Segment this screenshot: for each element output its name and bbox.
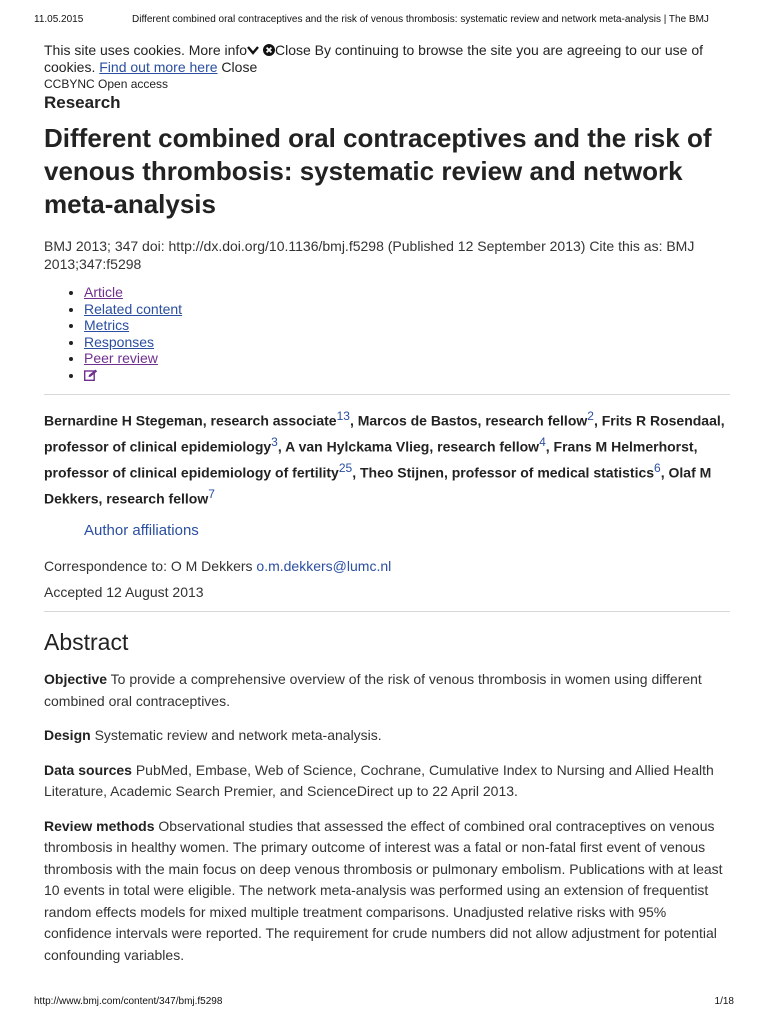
edit-icon[interactable]	[84, 368, 98, 380]
article-tabs	[44, 284, 730, 384]
section-label: Research	[44, 93, 121, 112]
abstract-review-methods-label: Review methods	[44, 817, 155, 834]
cookie-text: This site uses cookies. More info	[44, 42, 248, 58]
accepted-date: Accepted 12 August 2013	[44, 584, 204, 601]
abstract-objective	[44, 669, 730, 712]
tab-related-item	[84, 301, 730, 318]
affiliation-ref[interactable]: 7	[208, 487, 215, 502]
tab-related-content[interactable]: Related content	[84, 300, 183, 317]
affiliation-ref[interactable]: 13	[336, 408, 350, 423]
author-affiliations	[44, 522, 730, 539]
author-name: Olaf M Dekkers, research fellow	[44, 464, 712, 507]
divider	[44, 394, 730, 395]
citation: BMJ 2013; 347 doi: http://dx.doi.org/10.1136/bmj.f5298 (Published 12 September 2013) Cite this as: BMJ 2013;347:f5298	[44, 238, 695, 272]
correspondence	[44, 557, 730, 575]
cookie-close-button[interactable]: Close	[274, 42, 311, 58]
tab-article[interactable]: Article	[84, 284, 123, 300]
print-page-number: 1/18	[714, 996, 734, 1007]
author-list	[44, 406, 730, 511]
close-circle-icon[interactable]	[263, 43, 275, 58]
affiliation-ref[interactable]: 4	[539, 434, 546, 449]
author-affiliations-link[interactable]: Author affiliations	[84, 522, 199, 540]
abstract-design-label: Design	[44, 727, 91, 744]
tab-edit-item	[84, 367, 730, 384]
divider	[44, 611, 730, 612]
license-label: CCBYNC Open access	[44, 77, 169, 91]
cookie-banner	[44, 42, 730, 76]
abstract-objective-text: To provide a comprehensive overview of the risk of venous thrombosis in women using different combined oral contraceptives.	[44, 671, 702, 709]
tab-metrics[interactable]: Metrics	[84, 317, 130, 334]
author-name: Bernardine H Stegeman, research associate	[44, 412, 337, 429]
author-name: Theo Stijnen, professor of medical statistics	[359, 464, 655, 481]
tab-metrics-item	[84, 317, 730, 334]
tab-responses[interactable]: Responses	[84, 333, 155, 350]
author-name: Frans M Helmerhorst, professor of clinical epidemiology of fertility	[44, 438, 698, 481]
author-separator: ,	[545, 438, 554, 455]
abstract-design-text: Systematic review and network meta-analysis.	[90, 727, 382, 744]
correspondence-email-link[interactable]: o.m.dekkers@lumc.nl	[256, 558, 392, 575]
find-out-more-link[interactable]: Find out more here	[99, 59, 218, 75]
abstract-review-methods-text: Observational studies that assessed the effect of combined oral contraceptives on venous thrombosis in healthy women. The primary outcome of interest was a fatal or non-fatal first event of venous thrombosis with the main focus on deep venous thrombosis or pulmonary embolism. Publications with at least 10 events in total were eligible. The network meta-analysis was performed using an extension of frequentist random effects models for mixed multiple treatment comparisons. Unadjusted relative risks with 95% confidence intervals were reported. The requirement for crude numbers did not allow adjustment for potential confounding variables.	[44, 817, 723, 963]
abstract-review-methods	[44, 816, 730, 967]
chevron-down-icon[interactable]	[247, 43, 259, 58]
affiliation-ref[interactable]: 25	[338, 460, 353, 475]
abstract-heading: Abstract	[44, 629, 129, 656]
author-separator: ,	[277, 438, 286, 455]
abstract-design	[44, 725, 730, 747]
cookie-consent-text: By continuing to browse the site you are agreeing to our use of cookies.	[44, 42, 704, 75]
author-separator: ,	[349, 412, 358, 429]
print-url: http://www.bmj.com/content/347/bmj.f5298	[34, 996, 223, 1007]
affiliation-ref[interactable]: 6	[654, 460, 661, 475]
print-page-title: Different combined oral contraceptives and the risk of venous thrombosis: systematic review and network meta-analysis | The BMJ	[132, 14, 709, 25]
print-footer	[34, 996, 734, 1010]
cookie-close-button-2[interactable]: Close	[217, 59, 258, 75]
author-separator: ,	[660, 464, 669, 481]
tab-peer-review[interactable]: Peer review	[84, 350, 158, 367]
author-separator: ,	[593, 412, 602, 429]
affiliation-ref[interactable]: 3	[271, 434, 278, 449]
author-name: Frits R Rosendaal, professor of clinical epidemiology	[44, 412, 725, 455]
affiliation-ref[interactable]: 2	[587, 408, 594, 423]
tab-responses-item	[84, 334, 730, 351]
author-name: A van Hylckama Vlieg, research fellow	[285, 438, 540, 455]
abstract-data-sources-text: PubMed, Embase, Web of Science, Cochrane, Cumulative Index to Nursing and Allied Health Literature, Academic Search Premier, and ScienceDirect up to 22 April 2013.	[44, 761, 714, 800]
page-title: Different combined oral contraceptives and the risk of venous thrombosis: systematic review and network meta-analysis	[44, 123, 712, 219]
print-header	[34, 14, 734, 28]
tab-edit[interactable]	[84, 367, 98, 383]
author-name: Marcos de Bastos, research fellow	[357, 412, 588, 429]
abstract-data-sources-label: Data sources	[44, 761, 132, 778]
correspondence-label: Correspondence to: O M Dekkers	[44, 558, 257, 575]
abstract-objective-label: Objective	[44, 671, 108, 688]
tab-article-item	[84, 284, 730, 301]
print-date: 11.05.2015	[34, 14, 84, 25]
tab-peer-review-item	[84, 350, 730, 367]
article-content	[44, 42, 730, 966]
author-separator: ,	[352, 464, 360, 481]
abstract-data-sources	[44, 760, 730, 803]
